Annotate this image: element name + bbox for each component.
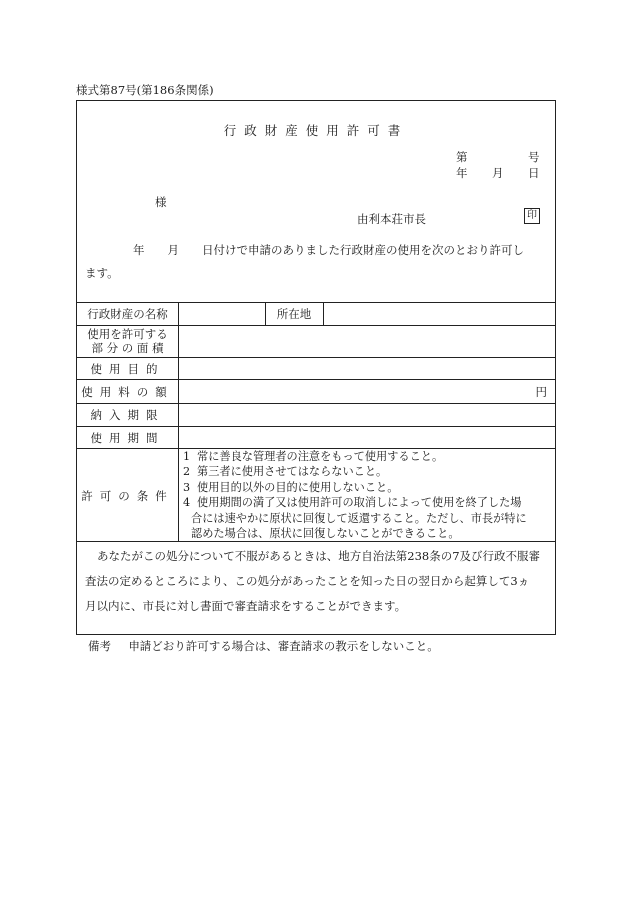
divider: [77, 379, 555, 380]
appeal-notice-line2: 査法の定めるところにより、この処分があったことを知った日の翌日から起算して3ヵ: [85, 574, 530, 588]
divider: [77, 403, 555, 404]
divider: [77, 325, 555, 326]
condition-item: 1 常に善良な管理者の注意をもって使用すること。: [183, 450, 444, 463]
permitted-area-label-line2: 部 分 の 面 積: [91, 341, 164, 355]
property-name-label: 行政財産の名称: [87, 307, 168, 321]
remark-text: 申請どおり許可する場合は、審査請求の教示をしないこと。: [128, 639, 439, 653]
permit-statement-line1: 年 月 日付けで申請のありました行政財産の使用を次のとおり許可し: [133, 243, 524, 257]
fee-label: 使用料の額: [81, 385, 174, 399]
issuer-name: 由利本荘市長: [357, 212, 426, 226]
addressee-suffix: 様: [155, 195, 167, 209]
remark: [88, 638, 439, 654]
date-month: 月: [492, 166, 504, 180]
form-number: 様式第87号(第186条関係): [76, 83, 214, 97]
usage-period-label: 使用期間: [90, 431, 165, 445]
remark-label: 備考: [88, 639, 111, 653]
permit-form: [76, 100, 556, 635]
location-label: 所在地: [276, 307, 312, 321]
appeal-notice-line1: あなたがこの処分について不服があるときは、地方自治法第238条の7及び行政不服審: [97, 549, 541, 563]
number-prefix: 第: [456, 150, 468, 164]
column-divider: [323, 302, 324, 325]
permit-statement-line2: ます。: [85, 266, 119, 280]
appeal-notice-line3: 月以内に、市長に対し書面で審査請求をすることができます。: [85, 599, 407, 613]
permit-statement: [85, 239, 524, 285]
document-title: 行政財産使用許可書: [223, 123, 409, 138]
condition-item: 4 使用期間の満了又は使用許可の取消しによって使用を終了した場: [183, 496, 522, 510]
appeal-notice: [85, 544, 540, 619]
conditions-list: [183, 449, 527, 541]
divider: [77, 357, 555, 358]
condition-item-continuation: 合には速やかに原状に回復して返還すること。ただし、市長が特に: [191, 511, 527, 525]
column-divider: [178, 302, 179, 541]
date-day: 日: [528, 166, 540, 180]
divider: [77, 426, 555, 427]
yen-unit: 円: [535, 385, 547, 399]
condition-item: 3 使用目的以外の目的に使用しないこと。: [183, 480, 399, 494]
condition-item-continuation: 認めた場合は、原状に回復しないことができること。: [191, 527, 460, 541]
permitted-area-label-line1: 使用を許可する: [87, 327, 168, 341]
seal-mark: 印: [524, 208, 540, 224]
payment-deadline-label: 納入期限: [90, 408, 165, 422]
number-suffix: 号: [528, 150, 540, 164]
permitted-area-label: [77, 327, 178, 355]
purpose-label: 使用目的: [90, 362, 165, 376]
date-year: 年: [456, 166, 468, 180]
condition-item: 2 第三者に使用させてはならないこと。: [183, 465, 388, 479]
permit-conditions-label: 許可の条件: [81, 489, 174, 503]
divider: [77, 302, 555, 303]
